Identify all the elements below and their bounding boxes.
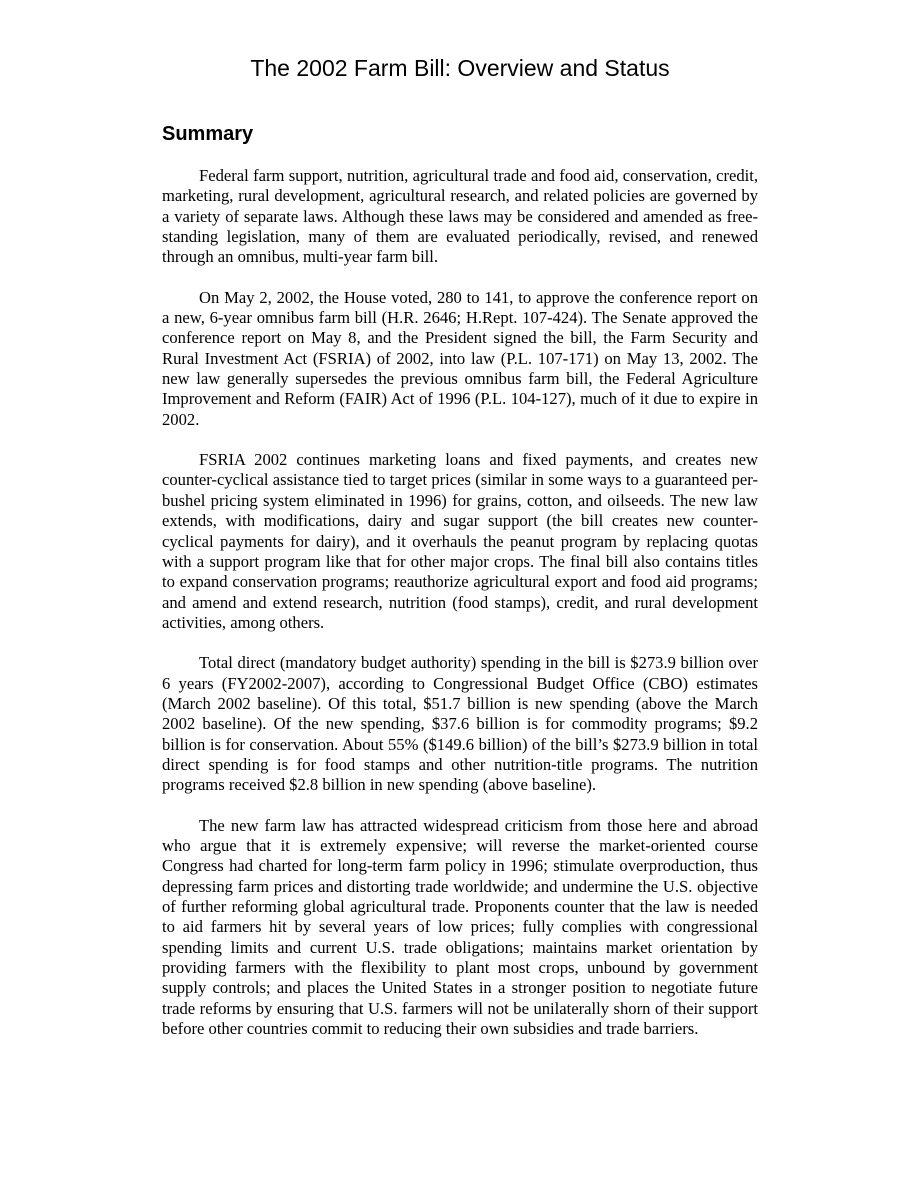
document-title: The 2002 Farm Bill: Overview and Status [250,55,670,81]
summary-body [162,166,758,1059]
paragraph-criticism: The new farm law has attracted widespread criticism from those here and abroad who argue that it is extremely expensive; will reverse the market-oriented course Congress had charted for long-term farm policy in 1996; stimulate overproduction, thus depressing farm prices and distorting trade worldwide; and undermine the U.S. objective of further reforming global agricultural trade. Proponents counter that the law is needed to aid farmers hit by several years of low prices; fully complies with congressional spending limits and current U.S. trade obligations; maintains market orientation by providing farmers with the flexibility to plant most crops, unbound by government supply controls; and places the United States in a stronger position to negotiate future trade reforms by ensuring that U.S. farmers will not be unilaterally shorn of their support before other countries commit to reducing their own subsidies and trade barriers. [162,815,758,1039]
paragraph-provisions: FSRIA 2002 continues marketing loans and fixed payments, and creates new counter-cyclical assistance tied to target prices (similar in some ways to a guaranteed per-bushel pricing system eliminated in 1996) for grains, cotton, and oilseeds. The new law extends, with modifications, dairy and sugar support (the bill creates new counter-cyclical payments for dairy), and it overhauls the peanut program by replacing quotas with a support program like that for other major crops. The final bill also contains titles to expand conservation programs; reauthorize agricultural export and food aid programs; and amend and extend research, nutrition (food stamps), credit, and rural development activities, among others. [162,450,758,632]
section-heading-summary: Summary [162,123,254,145]
paragraph-legislative-history: On May 2, 2002, the House voted, 280 to 141, to approve the conference report on a new, 6-year omnibus farm bill (H.R. 2646; H.Rept. 107-424). The Senate approved the conference report on May 8, and the President signed the bill, the Farm Security and Rural Investment Act (FSRIA) of 2002, into law (P.L. 107-171) on May 13, 2002. The new law generally supersedes the previous omnibus farm bill, the Federal Agriculture Improvement and Reform (FAIR) Act of 1996 (P.L. 104-127), much of it due to expire in 2002. [162,287,758,429]
paragraph-overview: Federal farm support, nutrition, agricultural trade and food aid, conservation, credit, marketing, rural development, agricultural research, and related policies are governed by a variety of separate laws. Although these laws may be considered and amended as free-standing legislation, many of them are evaluated periodically, revised, and renewed through an omnibus, multi-year farm bill. [162,166,758,267]
paragraph-spending: Total direct (mandatory budget authority) spending in the bill is $273.9 billion over 6 years (FY2002-2007), according to Congressional Budget Office (CBO) estimates (March 2002 baseline). Of this total, $51.7 billion is new spending (above the March 2002 baseline). Of the new spending, $37.6 billion is for commodity programs; $9.2 billion is for conservation. About 55% ($149.6 billion) of the bill’s $273.9 billion in total direct spending is for food stamps and other nutrition-title programs. The nutrition programs received $2.8 billion in new spending (above baseline). [162,653,758,795]
